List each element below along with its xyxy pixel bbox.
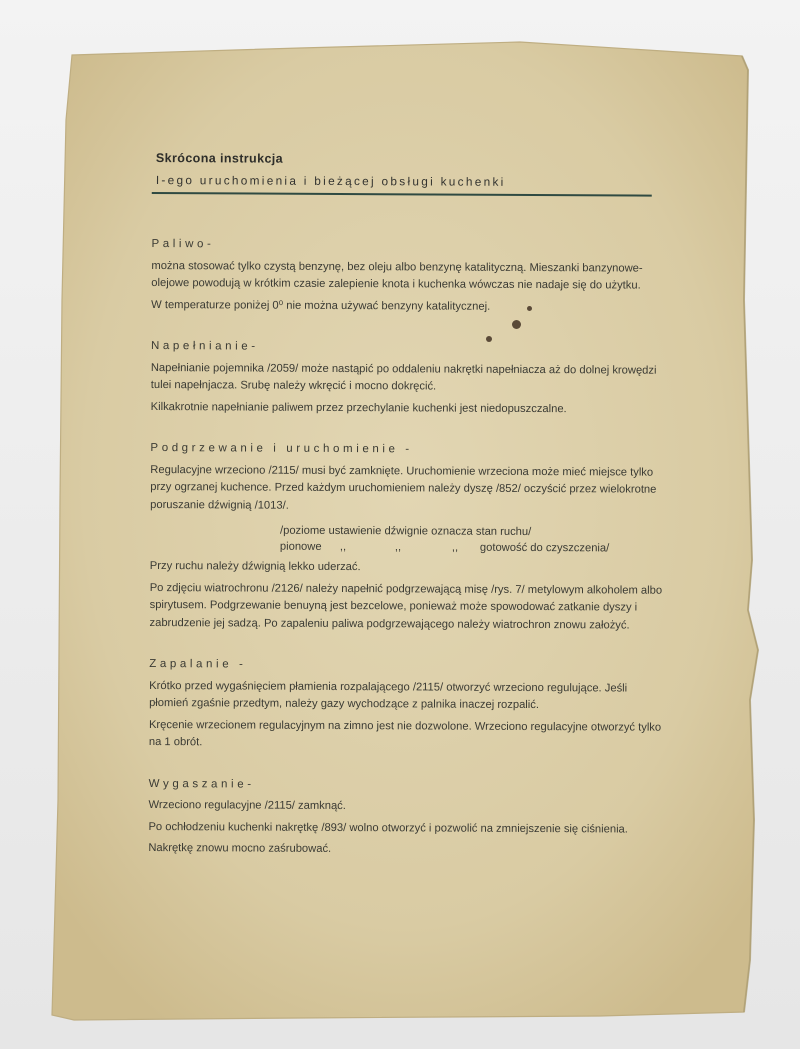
ditto-mark: ,, [451, 541, 459, 554]
section-zapalanie [149, 656, 663, 754]
lever-position-text: pionowe [279, 540, 322, 553]
paragraph: Kręcenie wrzecionem regulacyjnym na zimno jest nie dozwolone. Wrzeciono regulacyjne otworzyć tylko na 1 obrót. [148, 718, 662, 749]
paragraph: Kilkakrotnie napełnianie paliwem przez przechylanie kuchenki jest niedopuszczalne. [150, 400, 567, 415]
section-paliwo [151, 236, 665, 317]
section-heading: Napełnianie- [150, 339, 259, 353]
document-title: Skrócona instrukcja [155, 151, 284, 166]
document-subtitle: I-ego uruchomienia i bieżącej obsługi kuchenki [152, 171, 652, 196]
section-wygaszanie [148, 775, 662, 860]
paragraph: Po zdjęciu wiatrochronu /2126/ należy napełnić podgrzewającą misę /rys. 7/ metylowym alkoholem albo spirytusem. Podgrzewanie benuyną jest bezcelowe, ponieważ może spowodować zatkanie dyszy i zabrudzenie jej sadzą. Po zapaleniu paliwa podgrzewającego należy wiatrochron znowu założyć. [149, 581, 663, 632]
section-napelnianie [151, 338, 665, 419]
paragraph: Krótko przed wygaśnięciem płamienia rozpalającego /2115/ otworzyć wrzeciono regulujące. Jeśli płomień zgaśnie przedtym, należy gazy wychodzące z palnika inaczej rozpalić. [149, 679, 628, 712]
paragraph: Napełnianie pojemnika /2059/ może nastąpić po oddaleniu nakrętki napełniacza aż do dolnej krowędzi tulei napełnjacza. Srubę należy wkręcić i mocno dokręcić. [150, 361, 657, 393]
lever-position-text: /poziome ustawienie dźwignie oznacza stan ruchu/ [279, 524, 532, 538]
section-podgrzewanie [149, 440, 664, 635]
section-heading: Paliwo- [151, 237, 215, 251]
ditto-mark: ,, [339, 540, 347, 554]
paragraph: można stosować tylko czystą benzynę, bez oleju albo benzynę katalityczną. Mieszanki banzynowe-olejowe powodują w krótkim czasie zalepienie knota i kuchenka wówczas nie nadaje się do użytku. [151, 259, 643, 292]
paragraph: Przy ruchu należy dźwignią lekko uderzać. [149, 559, 361, 574]
paragraph: Nakrętkę znowu mocno zaśrubować. [148, 841, 332, 855]
paragraph: Regulacyjne wrzeciono /2115/ musi być zamknięte. Uruchomienie wrzeciona może mieć miejsce tylko przy ogrzanej kuchence. Przed każdym uruchomieniem należy dyszę /852/ oczyścić przez wielokrotne poruszanie dźwignią /1013/. [150, 463, 657, 512]
section-heading: Podgrzewanie i uruchomienie - [150, 441, 413, 456]
paragraph: W temperaturze poniżej 0⁰ nie można używać benzyny katalitycznej. [151, 298, 491, 313]
paragraph: Wrzeciono regulacyjne /2115/ zamknąć. [148, 798, 346, 813]
paragraph: Po ochłodzeniu kuchenki nakrętkę /893/ wolno otworzyć i pozwolić na zmniejszenie się ciśnienia. [148, 820, 628, 836]
ditto-mark: ,, [394, 541, 402, 554]
section-heading: Wygaszanie- [148, 777, 255, 791]
section-heading: Zapalanie - [149, 657, 247, 671]
lever-position-table-row [280, 539, 664, 557]
lever-position-text: gotowość do czyszczenia/ [479, 541, 610, 555]
instruction-text [148, 150, 666, 864]
